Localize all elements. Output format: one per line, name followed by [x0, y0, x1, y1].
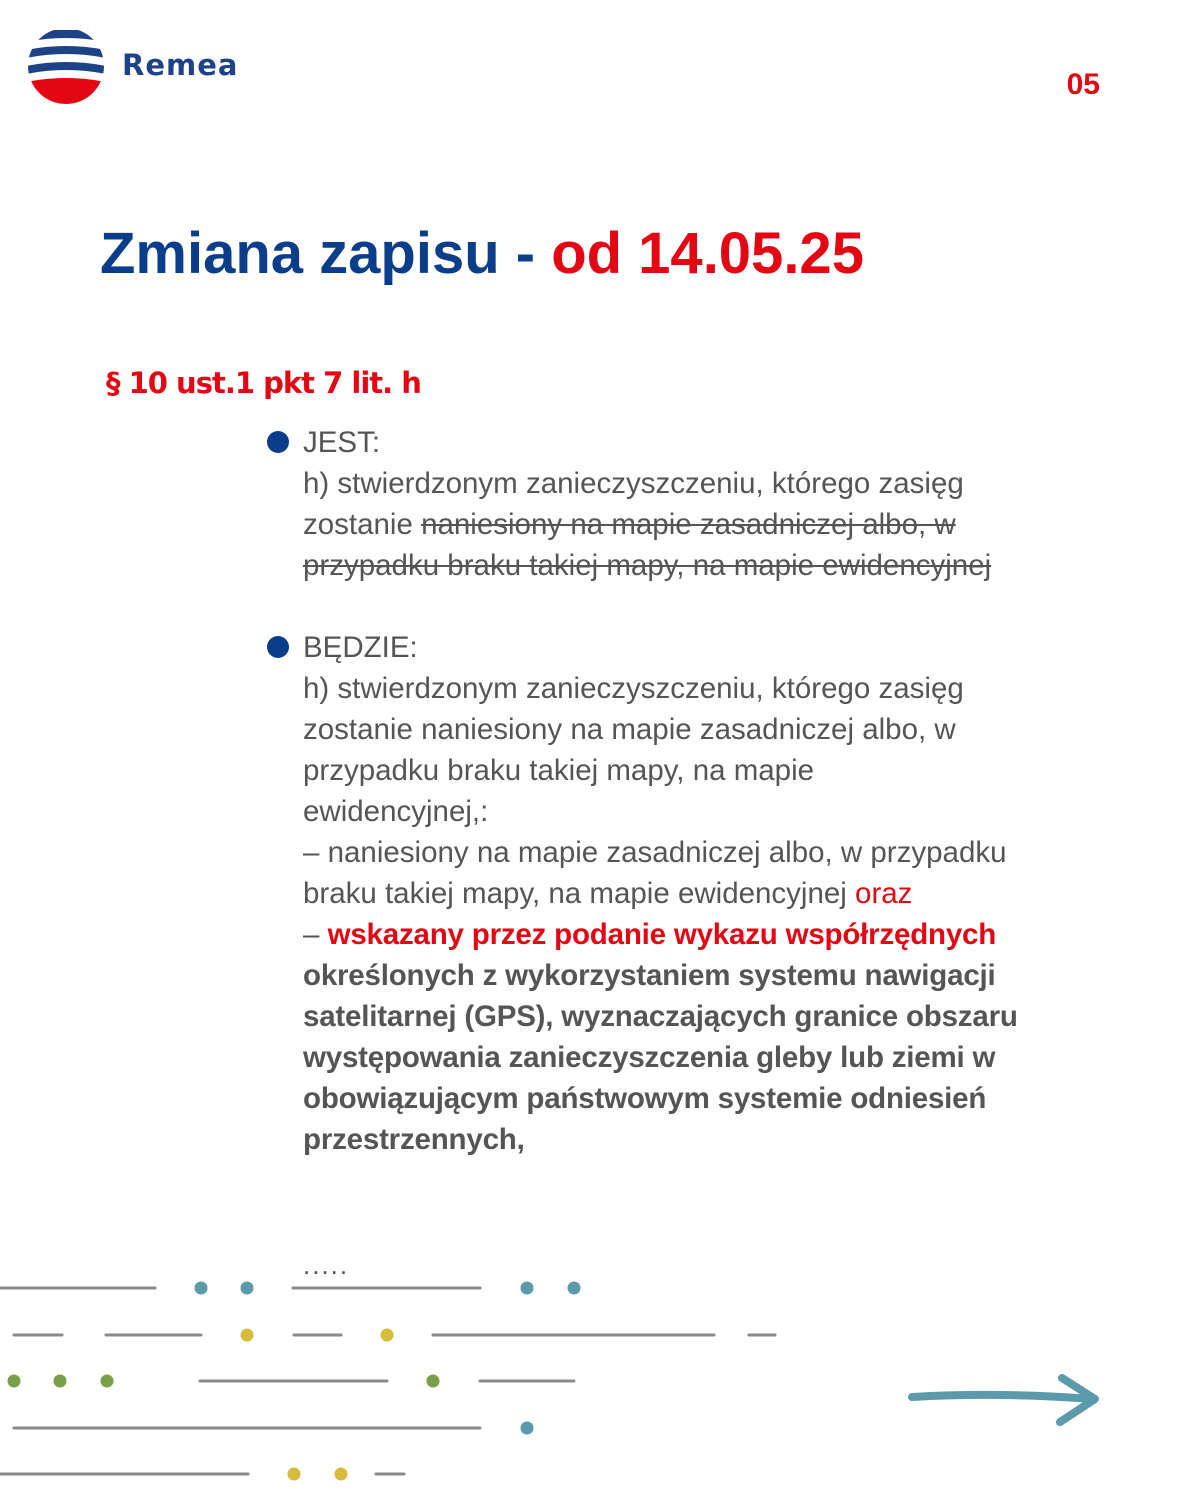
bedzie-bold-line: określonych z wykorzystaniem systemu nawigacji — [303, 959, 996, 992]
section-reference: § 10 ust.1 pkt 7 lit. h — [106, 366, 421, 400]
arrow-right-icon[interactable] — [905, 1370, 1105, 1430]
jest-plain-text: zostanie — [303, 508, 422, 541]
bedzie-line: ewidencyjnej,: — [303, 795, 489, 828]
jest-struck-line: przypadku braku takiej mapy, na mapie ewidencyjnej — [303, 549, 992, 582]
bedzie-bold-line: satelitarnej (GPS), wyznaczających granice obszaru — [303, 1000, 1018, 1033]
continuation-ellipsis: ..... — [303, 1250, 350, 1280]
bedzie-oraz: oraz — [855, 877, 913, 910]
jest-line — [303, 504, 1133, 545]
remea-logo-icon — [26, 26, 106, 106]
bedzie-bold-line: obowiązującym państwowym systemie odniesień — [303, 1082, 987, 1115]
decorative-pattern — [0, 1260, 820, 1500]
bullet-icon — [267, 636, 289, 658]
jest-label: JEST: — [303, 426, 381, 459]
bedzie-line: h) stwierdzonym zanieczyszczeniu, którego zasięg — [303, 672, 964, 705]
bedzie-bold-line: przestrzennych, — [303, 1123, 525, 1156]
brand-name: Remea — [122, 48, 239, 82]
jest-line: h) stwierdzonym zanieczyszczeniu, którego zasięg — [303, 467, 964, 500]
title-date: od 14.05.25 — [551, 221, 864, 286]
page-number: 05 — [1066, 68, 1100, 101]
jest-block — [303, 422, 1133, 586]
bedzie-block — [303, 627, 1133, 1160]
bedzie-bold-line: występowania zanieczyszczenia gleby lub ziemi w — [303, 1041, 996, 1074]
bedzie-line: – naniesiony na mapie zasadniczej albo, w przypadku — [303, 836, 1007, 869]
bedzie-plain-text: braku takiej mapy, na mapie ewidencyjnej — [303, 877, 856, 910]
bedzie-bold-text: wskazany przez podanie wykazu współrzędnych — [327, 918, 997, 951]
bedzie-line — [303, 873, 1133, 914]
bullet-icon — [267, 431, 289, 453]
bedzie-line: przypadku braku takiej mapy, na mapie — [303, 754, 815, 787]
bedzie-dash: – — [303, 918, 328, 951]
bedzie-label: BĘDZIE: — [303, 631, 418, 664]
bedzie-line: zostanie naniesiony na mapie zasadniczej albo, w — [303, 713, 956, 746]
jest-struck-text: naniesiony na mapie zasadniczej albo, w — [421, 508, 956, 541]
page-title — [100, 220, 864, 288]
title-main: Zmiana zapisu - — [100, 221, 552, 286]
bedzie-line — [303, 914, 1133, 955]
